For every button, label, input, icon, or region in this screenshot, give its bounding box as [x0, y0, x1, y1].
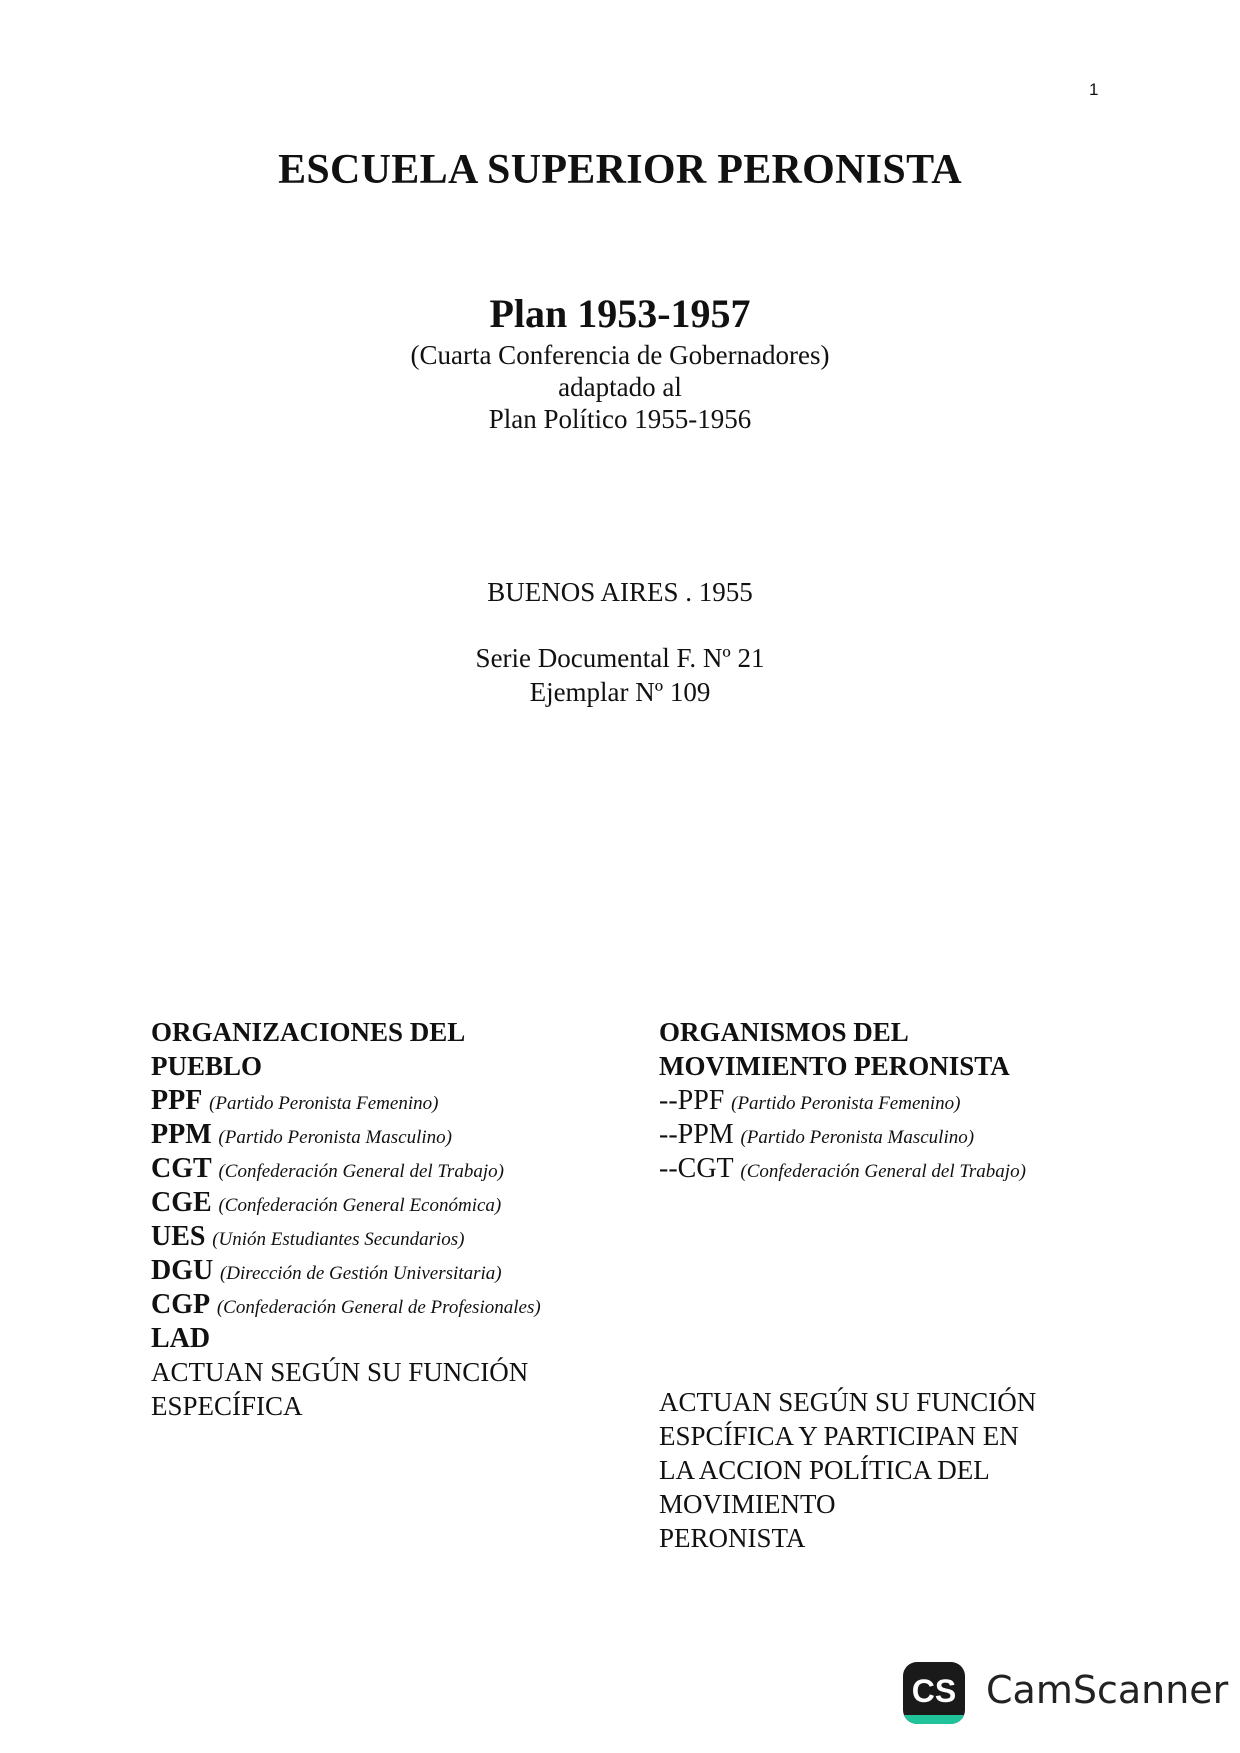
org-code: UES [151, 1221, 206, 1252]
org-description: (Dirección de Gestión Universitaria) [219, 1263, 502, 1284]
org-description: (Confederación General del Trabajo) [740, 1161, 1026, 1182]
org-description: (Partido Peronista Femenino) [209, 1093, 439, 1114]
org-description: (Confederación General Económica) [218, 1195, 502, 1216]
org-item [151, 1117, 621, 1151]
org-item [659, 1083, 1129, 1117]
series-number: Serie Documental F. Nº 21 [475, 643, 765, 673]
org-item [151, 1151, 621, 1185]
right-footer [659, 1385, 1129, 1555]
org-code: PPF [151, 1085, 203, 1116]
org-item [151, 1219, 621, 1253]
org-description: (Confederación General del Trabajo) [218, 1161, 504, 1182]
org-item [659, 1117, 1129, 1151]
org-code: CGP [151, 1289, 211, 1320]
document-title: ESCUELA SUPERIOR PERONISTA [278, 147, 962, 193]
copy-number: Ejemplar Nº 109 [529, 677, 711, 707]
left-heading-line-2: PUEBLO [151, 1051, 263, 1081]
left-heading-line-1: ORGANIZACIONES DEL [151, 1017, 466, 1047]
camscanner-logo-text: CS [911, 1673, 957, 1709]
left-column [151, 1015, 621, 1423]
org-description: (Partido Peronista Femenino) [731, 1093, 961, 1114]
plan-subtitle-3: Plan Político 1955-1956 [488, 404, 752, 434]
camscanner-wordmark: CamScanner [986, 1668, 1229, 1712]
left-footer-line-1: ACTUAN SEGÚN SU FUNCIÓN [151, 1357, 529, 1387]
org-code: LAD [151, 1323, 211, 1354]
place-date: BUENOS AIRES . 1955 [487, 577, 753, 607]
right-footer-line-3: LA ACCION POLÍTICA DEL [659, 1455, 990, 1485]
org-code: CGT [151, 1153, 212, 1184]
org-code: CGE [151, 1187, 212, 1218]
page-number: 1 [1089, 80, 1099, 99]
org-item [151, 1253, 621, 1287]
org-item [151, 1083, 621, 1117]
org-description: (Partido Peronista Masculino) [740, 1127, 975, 1148]
right-heading-line-1: ORGANISMOS DEL [659, 1017, 909, 1047]
org-code: --CGT [659, 1153, 734, 1184]
camscanner-logo-stripe [903, 1715, 965, 1724]
camscanner-logo-icon [903, 1662, 965, 1724]
plan-subtitle-1: (Cuarta Conferencia de Gobernadores) [410, 340, 830, 370]
right-footer-line-4: MOVIMIENTO [659, 1489, 836, 1519]
org-item [151, 1321, 621, 1355]
org-description: (Partido Peronista Masculino) [218, 1127, 452, 1148]
org-description: (Confederación General de Profesionales) [216, 1297, 541, 1318]
right-footer-line-2: ESPCÍFICA Y PARTICIPAN EN [659, 1421, 1019, 1451]
plan-subtitle-2: adaptado al [558, 372, 682, 402]
right-heading-line-2: MOVIMIENTO PERONISTA [659, 1051, 1010, 1081]
org-code: PPM [151, 1119, 212, 1150]
left-footer-line-2: ESPECÍFICA [151, 1391, 303, 1421]
org-code: DGU [151, 1255, 214, 1286]
org-code: --PPF [659, 1085, 725, 1116]
org-item [151, 1185, 621, 1219]
plan-title: Plan 1953-1957 [489, 291, 751, 336]
right-column [659, 1015, 1129, 1185]
org-code: --PPM [659, 1119, 734, 1150]
org-item [659, 1151, 1129, 1185]
right-footer-line-1: ACTUAN SEGÚN SU FUNCIÓN [659, 1387, 1037, 1417]
org-description: (Unión Estudiantes Secundarios) [212, 1229, 465, 1250]
right-footer-line-5: PERONISTA [659, 1523, 806, 1553]
org-item [151, 1287, 621, 1321]
